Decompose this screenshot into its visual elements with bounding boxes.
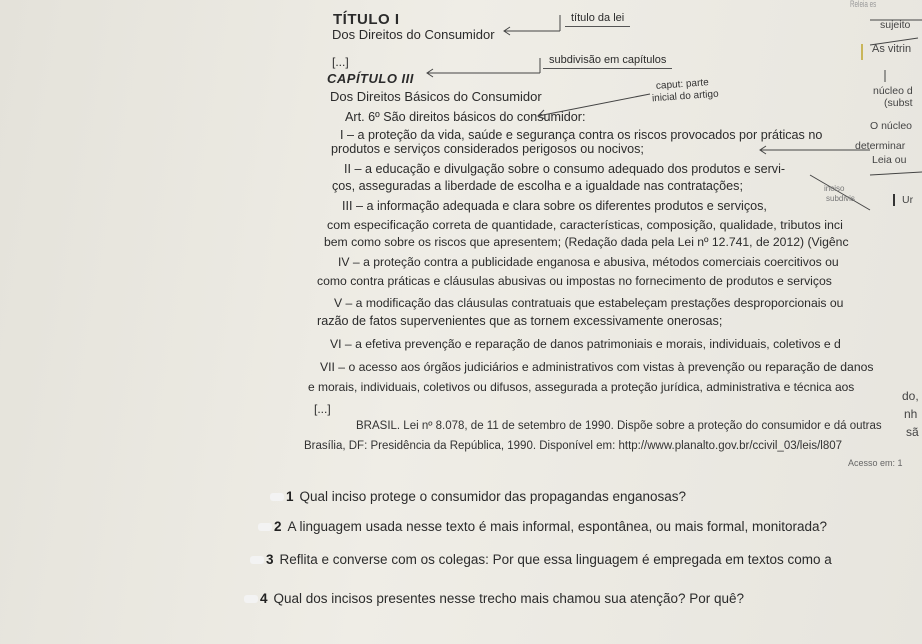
- question-marker: [250, 556, 264, 564]
- inciso-line: V – a modificação das cláusulas contratuais que estabeleçam prestações desproporcionais ou: [334, 296, 844, 310]
- inciso-line: IV – a proteção contra a publicidade enganosa e abusiva, métodos comerciais coercitivos ou: [338, 255, 839, 269]
- question-3: [250, 553, 832, 567]
- top-corner-text: Releia es: [850, 0, 877, 9]
- question-1: [270, 490, 686, 504]
- side-nucleo-1: núcleo d: [873, 85, 913, 97]
- question-number: 2: [274, 519, 282, 534]
- inciso-line: e morais, individuais, coletivos ou difusos, assegurada a proteção jurídica, administrativa e técnica aos: [308, 380, 855, 394]
- inciso-line: VII – o acesso aos órgãos judiciários e administrativos com vistas à prevenção ou reparação de danos: [320, 360, 874, 374]
- question-text: Qual dos incisos presentes nesse trecho mais chamou sua atenção? Por quê?: [273, 591, 745, 606]
- question-text: Qual inciso protege o consumidor das propagandas enganosas?: [299, 489, 687, 504]
- article-intro: Art. 6º São direitos básicos do consumidor:: [345, 110, 586, 124]
- label-titulo-da-lei: título da lei: [565, 12, 630, 27]
- side-bar-2: [893, 194, 895, 206]
- inciso-line: II – a educação e divulgação sobre o consumo adequado dos produtos e servi-: [344, 162, 786, 176]
- inciso-line: I – a proteção da vida, saúde e segurança contra os riscos provocados por práticas no: [340, 128, 823, 142]
- side-un: Ur: [902, 194, 914, 206]
- citation-line-1: BRASIL. Lei nº 8.078, de 11 de setembro de 1990. Dispõe sobre a proteção do consumidor e dá outras: [356, 420, 882, 432]
- question-number: 4: [260, 591, 268, 606]
- side-inciso-1: inciso: [824, 184, 845, 193]
- inciso-line: [...]: [314, 402, 331, 416]
- side-nh: nh: [904, 407, 918, 421]
- law-title: TÍTULO I: [333, 11, 400, 28]
- question-4: [244, 592, 744, 606]
- question-marker: [244, 595, 258, 603]
- citation-line-2: Brasília, DF: Presidência da República, 1990. Disponível em: http://www.planalto.gov.br/ccivil_03/leis/l807: [304, 440, 843, 452]
- question-number: 3: [266, 552, 274, 567]
- inciso-line: com especificação correta de quantidade, características, composição, qualidade, tributos inci: [327, 218, 843, 232]
- law-subtitle: Dos Direitos do Consumidor: [332, 27, 495, 42]
- question-number: 1: [286, 489, 294, 504]
- question-marker: [270, 493, 284, 501]
- inciso-line: VI – a efetiva prevenção e reparação de danos patrimoniais e morais, individuais, coletivos e d: [330, 337, 841, 351]
- side-determinar: determinar: [855, 140, 906, 152]
- inciso-line: produtos e serviços considerados perigosos ou nocivos;: [331, 142, 644, 156]
- question-2: [258, 520, 827, 534]
- label-caput-1: caput: parte: [655, 77, 710, 92]
- side-as-vitrin: As vitrin: [872, 43, 912, 55]
- side-o-nucleo: O núcleo: [870, 120, 913, 132]
- side-sa: sã: [906, 425, 919, 439]
- inciso-line: III – a informação adequada e clara sobre os diferentes produtos e serviços,: [342, 199, 767, 213]
- inciso-line: ços, asseguradas a liberdade de escolha e a igualdade nas contratações;: [332, 179, 743, 193]
- chapter-title: CAPÍTULO III: [327, 71, 414, 86]
- inciso-line: como contra práticas e cláusulas abusivas ou impostas no fornecimento de produtos e serviços: [317, 274, 832, 288]
- side-sujeito: sujeito: [880, 19, 911, 31]
- inciso-line: bem como sobre os riscos que apresentem; (Redação dada pela Lei nº 12.741, de 2012) (Vigênc: [324, 235, 849, 249]
- side-leia: Leia ou: [872, 154, 907, 166]
- chapter-subtitle: Dos Direitos Básicos do Consumidor: [330, 89, 542, 104]
- label-subdivisao: subdivisão em capítulos: [543, 54, 672, 69]
- question-marker: [258, 523, 272, 531]
- ellipsis: [...]: [332, 55, 349, 69]
- label-caput-2: inicial do artigo: [651, 88, 719, 105]
- citation-line-3: Acesso em: 1: [848, 458, 903, 468]
- inciso-line: razão de fatos supervenientes que as tornem excessivamente onerosas;: [317, 314, 723, 328]
- side-nucleo-2: (subst: [884, 97, 913, 109]
- question-text: A linguagem usada nesse texto é mais informal, espontânea, ou mais formal, monitorada?: [287, 519, 828, 534]
- question-text: Reflita e converse com os colegas: Por que essa linguagem é empregada em textos como a: [279, 552, 832, 567]
- side-inciso-2: subdivis: [826, 194, 855, 203]
- side-do: do,: [902, 389, 919, 403]
- highlight-bar: [861, 44, 863, 60]
